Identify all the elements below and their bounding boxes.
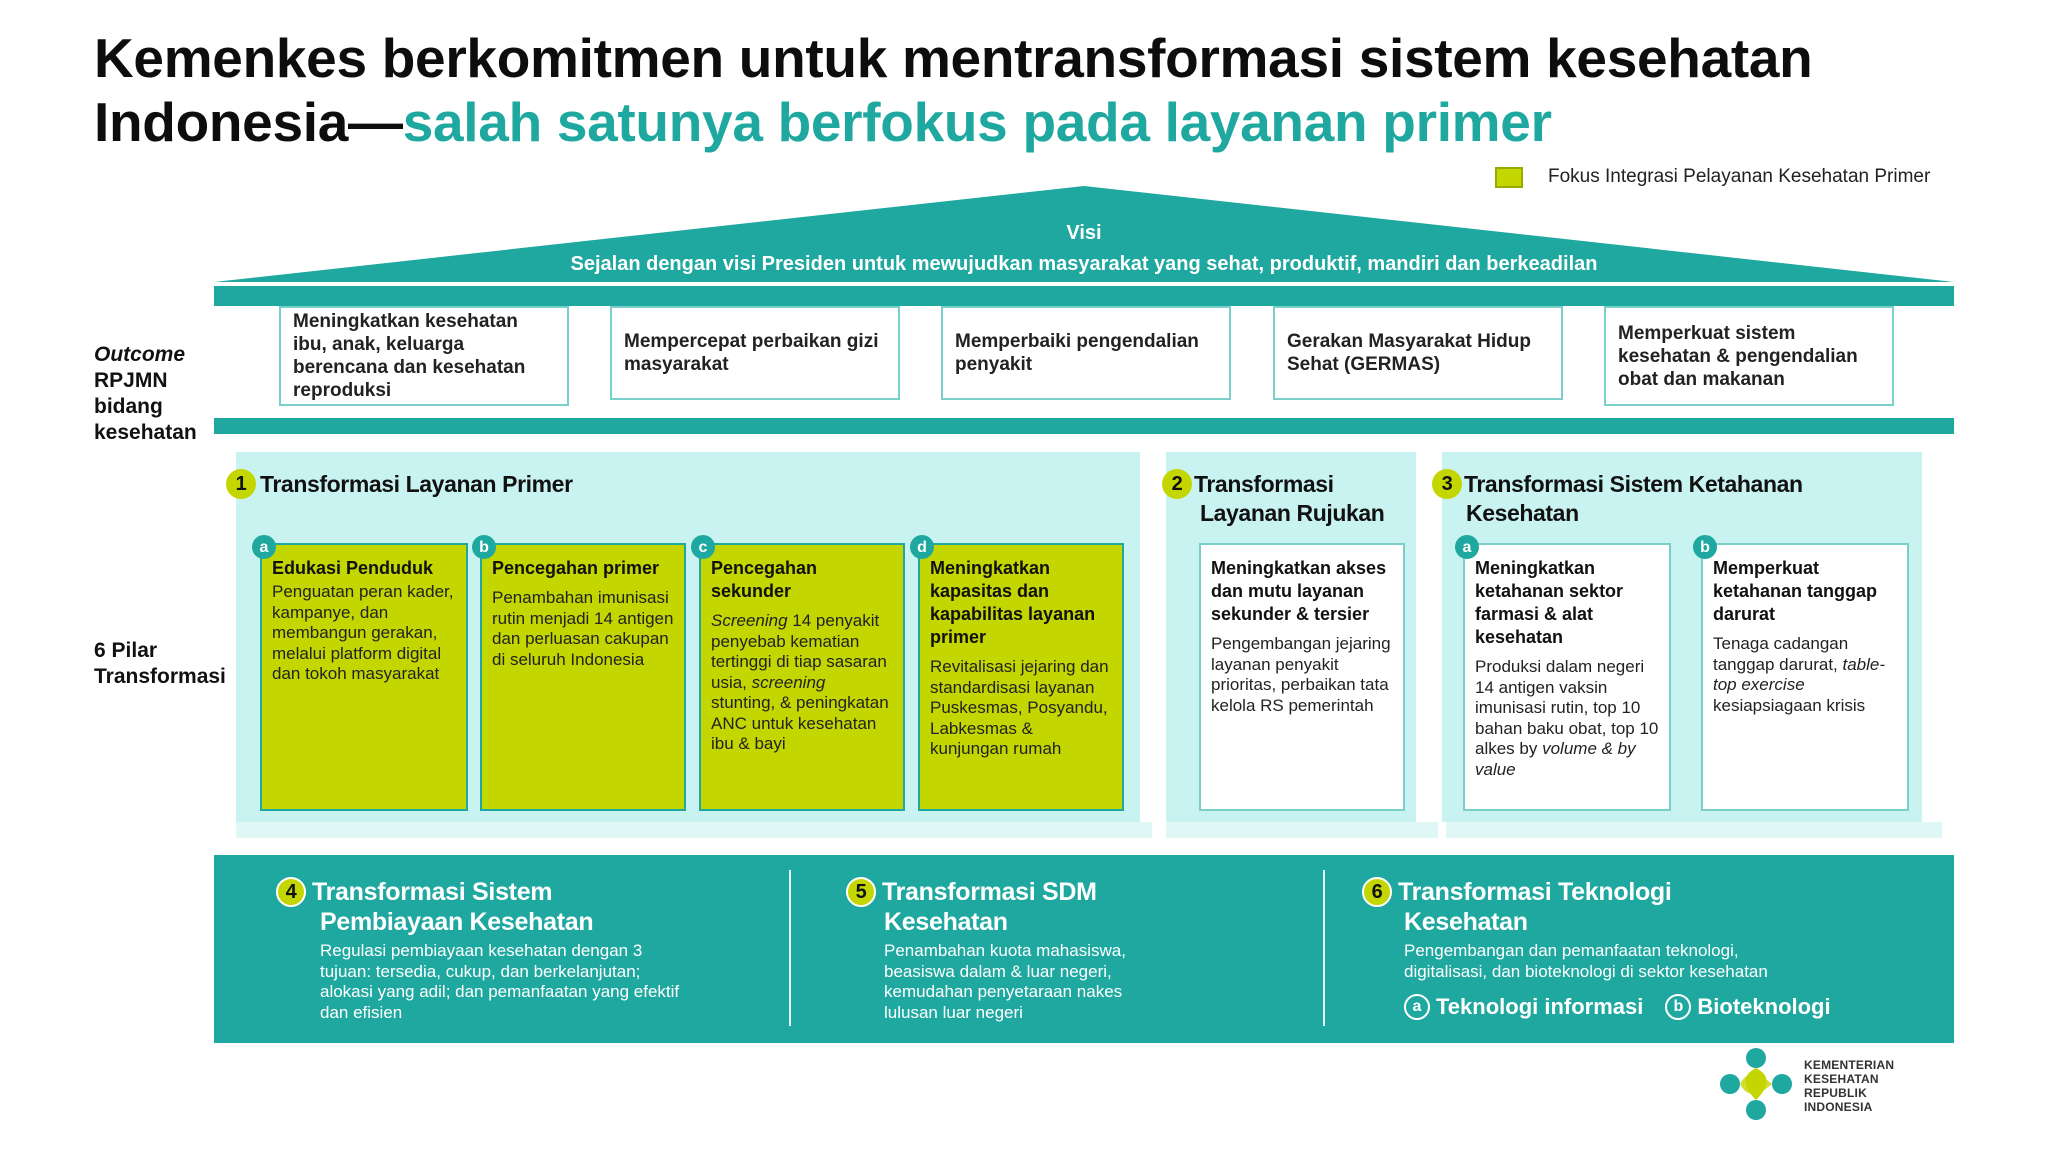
card-letter-badge: a <box>1455 535 1479 559</box>
outcome-box <box>941 306 1231 400</box>
card-title: Pencegahan primer <box>492 558 660 578</box>
legend-swatch <box>1495 167 1523 188</box>
card-pencegahan-primer <box>479 538 686 811</box>
card-ketahanan-farmasi <box>1462 538 1671 811</box>
card-desc-part: Tenaga cadangan tanggap darurat, <box>1713 634 1849 674</box>
title-line-2 <box>94 90 1954 154</box>
card-desc: Revitalisasi jejaring dan standardisasi layanan Puskesmas, Posyandu, Labkesmas & kunjungan rumah <box>930 657 1109 758</box>
pillar-6 <box>1362 877 1922 1020</box>
outcome-text: Memperkuat sistem kesehatan & pengendalian obat dan makanan <box>1618 322 1858 390</box>
card-desc-italic: volume & by value <box>1475 739 1636 779</box>
pillar-title-text: Transformasi Sistem Ketahanan <box>1464 470 1803 497</box>
title-line-1: Kemenkes berkomitmen untuk mentransformasi sistem kesehatan <box>94 27 1813 89</box>
outcome-label-line: kesehatan <box>94 421 197 444</box>
pillar-base <box>1166 822 1438 838</box>
title-accent: salah satunya berfokus pada layanan primer <box>402 91 1552 153</box>
card-pencegahan-sekunder <box>698 538 905 811</box>
pillar-number-badge: 4 <box>276 877 306 907</box>
card-title: Meningkatkan ketahanan sektor farmasi & alat kesehatan <box>1475 558 1624 647</box>
card-tanggap-darurat <box>1700 538 1909 811</box>
card-title: Meningkatkan kapasitas dan kapabilitas layanan primer <box>930 558 1096 647</box>
pillar-title-text: Transformasi SDM <box>882 878 1097 906</box>
divider <box>789 870 791 1026</box>
pillar-desc: Regulasi pembiayaan kesehatan dengan 3 tujuan: tersedia, cukup, dan berkelanjutan; alokasi yang adil; dan pemanfaatan yang efektif dan efisien <box>320 941 680 1022</box>
card-title: Memperkuat ketahanan tanggap darurat <box>1713 558 1878 624</box>
pillar-title-text: Kesehatan <box>1466 500 1579 526</box>
pilar-label <box>94 638 226 690</box>
outcome-text: Gerakan Masyarakat Hidup Sehat (GERMAS) <box>1287 331 1531 375</box>
pillar-desc: Penambahan kuota mahasiswa, beasiswa dalam & luar negeri, kemudahan penyetaraan nakes lulusan luar negeri <box>884 941 1126 1022</box>
pilar-label-line: Transformasi <box>94 665 226 688</box>
pillar-title-text: Kesehatan <box>1404 908 1528 936</box>
card-desc-part: kesiapsiagaan krisis <box>1713 695 1866 715</box>
outcome-label-italic: Outcome <box>94 343 186 366</box>
pillar-3-title <box>1432 469 1803 528</box>
beam-middle <box>214 418 1954 434</box>
pilar-label-line: 6 Pilar <box>94 639 158 662</box>
card-akses-mutu-layanan <box>1199 543 1405 811</box>
outcome-text: Mempercepat perbaikan gizi masyarakat <box>624 331 879 375</box>
card-title: Meningkatkan akses dan mutu layanan sekunder & tersier <box>1211 558 1387 624</box>
pillar-number-badge: 5 <box>846 877 876 907</box>
card-desc-italic: screening <box>751 672 826 692</box>
card-desc-italic: table-top exercise <box>1713 654 1886 694</box>
logo-line: REPUBLIK <box>1804 1086 1867 1100</box>
divider <box>1323 870 1325 1026</box>
card-letter-badge: c <box>691 535 715 559</box>
outcome-label-line: bidang <box>94 395 163 418</box>
card-desc: Penguatan peran kader, kampanye, dan membangun gerakan, melalui platform digital dan tokoh masyarakat <box>272 582 454 683</box>
pillar-title-text: Layanan Rujukan <box>1200 500 1385 526</box>
card-title: Edukasi Penduduk <box>272 558 434 578</box>
outcome-box <box>1604 306 1894 406</box>
pillar-base <box>1446 822 1942 838</box>
logo-line: KEMENTERIAN <box>1804 1058 1895 1072</box>
card-letter-badge: b <box>1693 535 1717 559</box>
card-letter-badge: a <box>252 535 276 559</box>
chip-bioteknologi <box>1665 994 1830 1020</box>
card-letter-badge: d <box>910 535 934 559</box>
outcome-text: Memperbaiki pengendalian penyakit <box>955 331 1199 375</box>
pillar-number-badge: 1 <box>226 469 256 499</box>
beam-top <box>214 286 1954 306</box>
chip-label: Bioteknologi <box>1697 994 1831 1019</box>
card-letter-badge: b <box>472 535 496 559</box>
chip-letter: b <box>1665 994 1691 1020</box>
pillar-4 <box>276 877 746 1023</box>
card-desc <box>1475 657 1659 780</box>
pillar-title-text: Transformasi Layanan Primer <box>260 470 573 497</box>
logo-line: KESEHATAN <box>1804 1072 1879 1086</box>
card-title: Pencegahan sekunder <box>711 558 818 601</box>
pillar-title-text: Kesehatan <box>884 908 1008 936</box>
card-desc-italic: Screening <box>711 611 788 630</box>
pillar-1-title <box>226 469 573 499</box>
page-title <box>94 26 1954 154</box>
pillar-base <box>236 822 1152 838</box>
card-edukasi-penduduk <box>259 538 468 811</box>
pillar-title-text: Pembiayaan Kesehatan <box>320 908 594 936</box>
logo-text <box>1804 1058 1894 1114</box>
visi-text: Sejalan dengan visi Presiden untuk mewujudkan masyarakat yang sehat, produktif, mandiri dan berkeadilan <box>570 253 1598 275</box>
pillar-title-text: Transformasi Teknologi <box>1398 878 1672 906</box>
card-desc: Penambahan imunisasi rutin menjadi 14 antigen dan perluasan cakupan di seluruh Indonesia <box>492 588 674 669</box>
pillar-title-text: Transformasi <box>1194 470 1334 497</box>
pillar-desc: Pengembangan dan pemanfaatan teknologi, digitalisasi, dan bioteknologi di sektor kesehatan <box>1404 941 1768 981</box>
pillar-2-title <box>1162 469 1384 528</box>
chip-label: Teknologi informasi <box>1436 994 1644 1019</box>
pillar-5 <box>846 877 1266 1023</box>
chip-teknologi-informasi <box>1404 994 1643 1020</box>
outcome-box <box>610 306 900 400</box>
card-desc <box>1713 634 1897 716</box>
pillar-6-chips <box>1362 994 1922 1020</box>
chip-letter: a <box>1404 994 1430 1020</box>
kemenkes-emblem-icon <box>1716 1044 1796 1124</box>
outcome-label <box>94 342 197 446</box>
card-desc-part: stunting, & peningkatan ANC untuk kesehatan ibu & bayi <box>711 693 889 753</box>
card-desc-part: Produksi dalam negeri 14 antigen vaksin imunisasi rutin, top 10 bahan baku obat, top 10 alkes by <box>1475 657 1659 758</box>
legend-label: Fokus Integrasi Pelayanan Kesehatan Primer <box>1548 166 1931 187</box>
title-main: Indonesia— <box>94 91 403 153</box>
card-desc: Pengembangan jejaring layanan penyakit prioritas, perbaikan tata kelola RS pemerintah <box>1211 634 1391 715</box>
pillar-6-title <box>1362 877 1922 907</box>
pillar-4-title <box>276 877 746 907</box>
pillar-5-title <box>846 877 1266 907</box>
outcome-box <box>1273 306 1563 400</box>
outcome-text: Meningkatkan kesehatan ibu, anak, keluarga berencana dan kesehatan reproduksi <box>293 311 526 401</box>
card-kapasitas-layanan-primer <box>917 538 1124 811</box>
pillar-number-badge: 2 <box>1162 469 1192 499</box>
pillar-number-badge: 6 <box>1362 877 1392 907</box>
visi-label: Visi <box>1066 222 1102 244</box>
card-desc <box>711 611 893 755</box>
pillar-title-text: Transformasi Sistem <box>312 878 553 906</box>
outcome-box <box>279 306 569 406</box>
pillar-number-badge: 3 <box>1432 469 1462 499</box>
card-desc-part: 14 penyakit penyebab kematian tertinggi di tiap sasaran usia, <box>711 611 887 692</box>
outcome-label-line: RPJMN <box>94 369 168 392</box>
logo-line: INDONESIA <box>1804 1100 1873 1114</box>
